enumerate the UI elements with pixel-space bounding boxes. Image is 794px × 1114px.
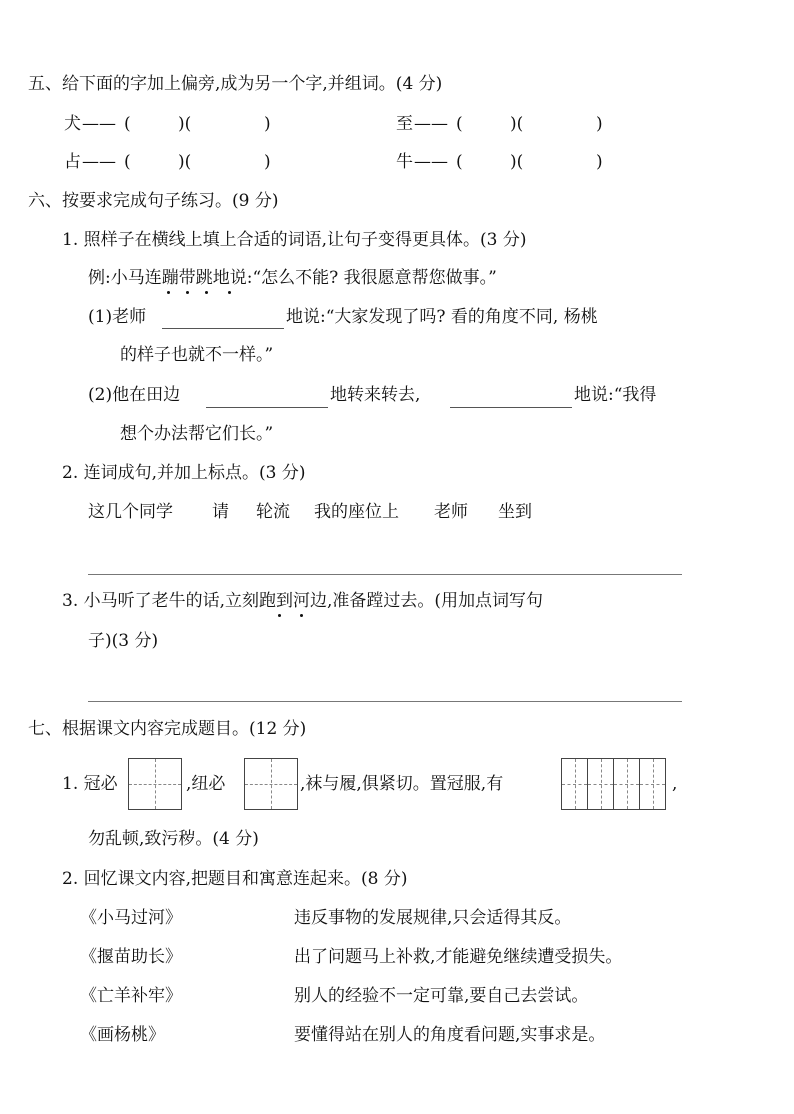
emphasis-dot xyxy=(228,291,231,294)
emphasis-dot xyxy=(278,614,281,617)
sentence-1-continue: 的样子也就不一样。” xyxy=(120,345,274,365)
paren-close: ) xyxy=(264,152,271,172)
word: 老师 xyxy=(434,502,468,522)
word: 坐到 xyxy=(498,502,532,522)
grid-cell[interactable] xyxy=(614,759,640,809)
paren-mid: )( xyxy=(510,152,524,172)
answer-line[interactable] xyxy=(88,701,682,702)
fill-blank[interactable] xyxy=(450,406,572,408)
answer-grid-2[interactable] xyxy=(244,758,298,810)
word: 我的座位上 xyxy=(314,502,399,522)
paren-close: ) xyxy=(596,152,603,172)
grid-cell[interactable] xyxy=(640,759,665,809)
section-7-title: 七、根据课文内容完成题目。(12 分) xyxy=(28,719,307,739)
grid-cell[interactable] xyxy=(562,759,588,809)
section-6-title: 六、按要求完成句子练习。(9 分) xyxy=(28,191,279,211)
radical-char: 牛 xyxy=(396,152,413,172)
grid-cell[interactable] xyxy=(245,759,297,809)
paren-mid: )( xyxy=(178,114,192,134)
story-moral[interactable]: 违反事物的发展规律,只会适得其反。 xyxy=(294,908,572,928)
emphasis-dot xyxy=(300,614,303,617)
story-title[interactable]: 《画杨桃》 xyxy=(80,1025,165,1045)
paren-mid: )( xyxy=(510,114,524,134)
paren-open: ( xyxy=(456,114,463,134)
paren-close: ) xyxy=(264,114,271,134)
story-title[interactable]: 《亡羊补牢》 xyxy=(80,986,182,1006)
question-6-2-prompt: 2. 连词成句,并加上标点。(3 分) xyxy=(62,463,306,483)
grid-cell[interactable] xyxy=(129,759,181,809)
sentence-2-mid: 地转来转去, xyxy=(330,385,421,405)
question-7-2-prompt: 2. 回忆课文内容,把题目和寓意连起来。(8 分) xyxy=(62,869,408,889)
paren-open: ( xyxy=(456,152,463,172)
question-6-1-prompt: 1. 照样子在横线上填上合适的词语,让句子变得更具体。(3 分) xyxy=(62,230,527,250)
paren-close: ) xyxy=(596,114,603,134)
answer-line[interactable] xyxy=(88,574,682,575)
paren-mid: )( xyxy=(178,152,192,172)
story-moral[interactable]: 别人的经验不一定可靠,要自己去尝试。 xyxy=(294,986,589,1006)
emphasis-dot xyxy=(205,291,208,294)
fill-blank[interactable] xyxy=(162,327,284,329)
question-6-3-prompt: 3. 小马听了老牛的话,立刻跑到河边,准备蹚过去。(用加点词写句 xyxy=(62,591,544,611)
radical-char: 至 xyxy=(396,114,413,134)
q7-1-part-b: ,纽必 xyxy=(186,774,226,794)
radical-char: 占 xyxy=(64,152,81,172)
sentence-1-start: (1)老师 xyxy=(88,307,147,327)
sentence-2-end: 地说:“我得 xyxy=(574,385,657,405)
q7-1-part-d: , xyxy=(672,774,678,794)
story-moral[interactable]: 要懂得站在别人的角度看问题,实事求是。 xyxy=(294,1025,606,1045)
dash: —— xyxy=(414,114,448,134)
dash: —— xyxy=(414,152,448,172)
answer-grid-3[interactable] xyxy=(561,758,666,810)
radical-char: 犬 xyxy=(64,114,81,134)
story-title[interactable]: 《小马过河》 xyxy=(80,908,182,928)
sentence-2-continue: 想个办法帮它们长。” xyxy=(120,424,274,444)
example-sentence: 例:小马连蹦带跳地说:“怎么不能? 我很愿意帮您做事。” xyxy=(88,268,497,288)
question-6-3-prompt-cont: 子)(3 分) xyxy=(88,631,159,651)
answer-grid-1[interactable] xyxy=(128,758,182,810)
fill-blank[interactable] xyxy=(206,406,328,408)
grid-cell[interactable] xyxy=(588,759,614,809)
sentence-1-rest: 地说:“大家发现了吗? 看的角度不同, 杨桃 xyxy=(286,307,598,327)
dash: —— xyxy=(82,114,116,134)
q7-1-part-e: 勿乱顿,致污秽。(4 分) xyxy=(88,829,259,849)
q7-1-part-a: 1. 冠必 xyxy=(62,774,118,794)
word: 这几个同学 xyxy=(88,502,173,522)
word: 请 xyxy=(212,502,229,522)
story-title[interactable]: 《揠苗助长》 xyxy=(80,947,182,967)
sentence-2-start: (2)他在田边 xyxy=(88,385,181,405)
dash: —— xyxy=(82,152,116,172)
paren-open: ( xyxy=(124,152,131,172)
emphasis-dot xyxy=(186,291,189,294)
story-moral[interactable]: 出了问题马上补救,才能避免继续遭受损失。 xyxy=(294,947,623,967)
section-5-title: 五、给下面的字加上偏旁,成为另一个字,并组词。(4 分) xyxy=(28,74,443,94)
emphasis-dot xyxy=(167,291,170,294)
q7-1-part-c: ,袜与履,俱紧切。置冠服,有 xyxy=(300,774,504,794)
word: 轮流 xyxy=(256,502,290,522)
paren-open: ( xyxy=(124,114,131,134)
